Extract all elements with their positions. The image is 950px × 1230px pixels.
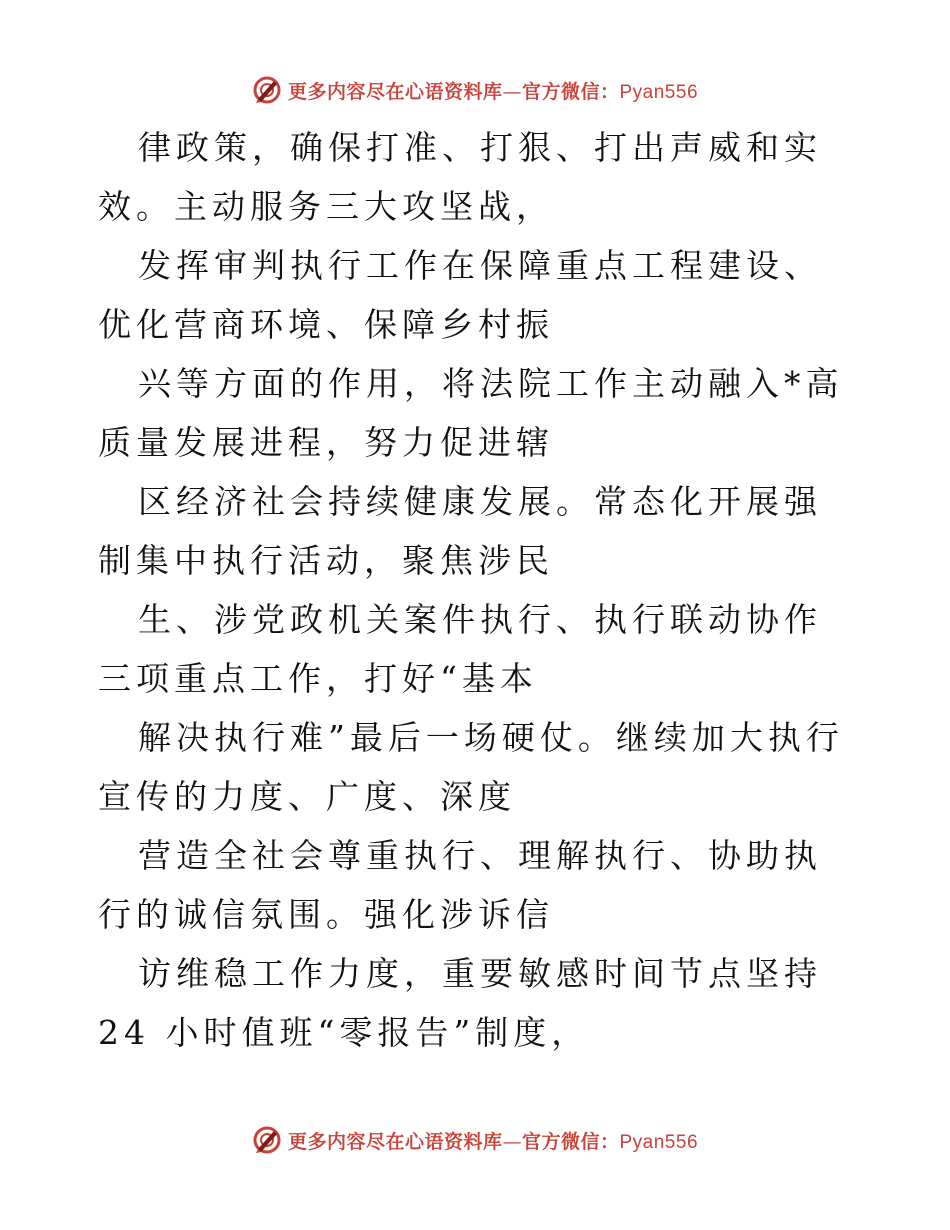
footer-brand: 更多内容尽在心语资料库 — [287, 1130, 503, 1153]
paragraph-5: 生、涉党政机关案件执行、执行联动协作三项重点工作，打好“基本 — [98, 600, 822, 698]
footer-banner-text — [288, 1127, 698, 1154]
footer-banner — [0, 1120, 950, 1160]
paragraph-6: 解决执行难”最后一场硬仗。继续加大执行宣传的力度、广度、深度 — [98, 718, 844, 816]
footer-handle: Pyan556 — [619, 1131, 699, 1153]
pen-circle-logo-icon — [252, 75, 282, 105]
footer-channel: 官方微信： — [521, 1130, 620, 1153]
header-separator: — — [502, 80, 522, 103]
paragraph-8: 访维稳工作力度，重要敏感时间节点坚持 24 小时值班“零报告”制度， — [98, 954, 838, 1052]
footer-separator: — — [502, 1130, 522, 1153]
header-banner — [0, 70, 950, 110]
header-handle: Pyan556 — [619, 81, 699, 103]
header-channel: 官方微信： — [521, 80, 620, 103]
paragraph-2: 发挥审判执行工作在保障重点工程建设、优化营商环境、保障乡村振 — [98, 246, 822, 344]
paragraph-1: 律政策，确保打准、打狠、打出声威和实效。主动服务三大攻坚战， — [98, 128, 822, 226]
header-brand: 更多内容尽在心语资料库 — [287, 80, 503, 103]
paragraph-7: 营造全社会尊重执行、理解执行、协助执行的诚信氛围。强化涉诉信 — [98, 836, 822, 934]
document-body — [98, 118, 854, 1062]
header-banner-text — [288, 77, 698, 104]
paragraph-3: 兴等方面的作用，将法院工作主动融入*高质量发展进程，努力促进辖 — [98, 364, 844, 462]
paragraph-4: 区经济社会持续健康发展。常态化开展强制集中执行活动，聚焦涉民 — [98, 482, 822, 580]
pen-circle-logo-icon — [252, 1125, 282, 1155]
